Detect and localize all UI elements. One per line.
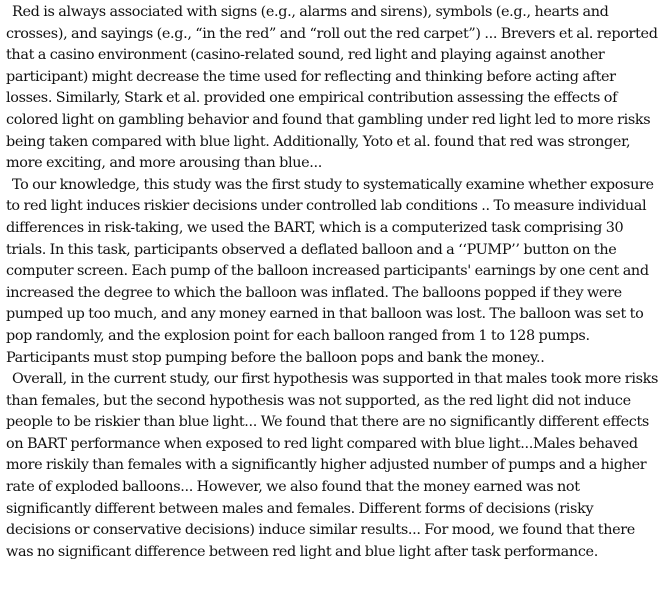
- paragraph-red-associations: Red is always associated with signs (e.g., alarms and sirens), symbols (e.g., hearts and crosses), and sayings (e.g., “in the red” and “roll out the red carpet”) ... Brevers et al. reported that a casino environment (casino-related sound, red light and playing against another participant) might decrease the time used for reflecting and thinking before acting after losses. Similarly, Stark et al. provided one empirical contribution assessing the effects of colored light on gambling behavior and found that gambling under red light led to more risks being taken compared with blue light. Additionally, Yoto et al. found that red was stronger, more exciting, and more arousing than blue...: [6, 4, 658, 172]
- paragraph-findings: Overall, in the current study, our first hypothesis was supported in that males took more risks than females, but the second hypothesis was not supported, as the red light did not induce people to be riskier than blue light... We found that there are no significantly different effects on BART performance when exposed to red light compared with blue light...Males behaved more riskily than females with a significantly higher adjusted number of pumps and a higher rate of exploded balloons... However, we also found that the money earned was not significantly different between males and females. Different forms of decisions (risky decisions or conservative decisions) induce similar results... For mood, we found that there was no significant difference between red light and blue light after task performance.: [6, 371, 659, 560]
- paragraph-bart-method: To our knowledge, this study was the first study to systematically examine whether exposure to red light induces riskier decisions under controlled lab conditions .. To measure individual differences in risk-taking, we used the BART, which is a computerized task comprising 30 trials. In this task, participants observed a deflated balloon and a ‘‘PUMP’’ button on the computer screen. Each pump of the balloon increased participants' earnings by one cent and increased the degree to which the balloon was inflated. The balloons popped if they were pumped up too much, and any money earned in that balloon was lost. The balloon was set to pop randomly, and the explosion point for each balloon ranged from 1 to 128 pumps. Participants must stop pumping before the balloon pops and bank the money..: [6, 176, 654, 366]
